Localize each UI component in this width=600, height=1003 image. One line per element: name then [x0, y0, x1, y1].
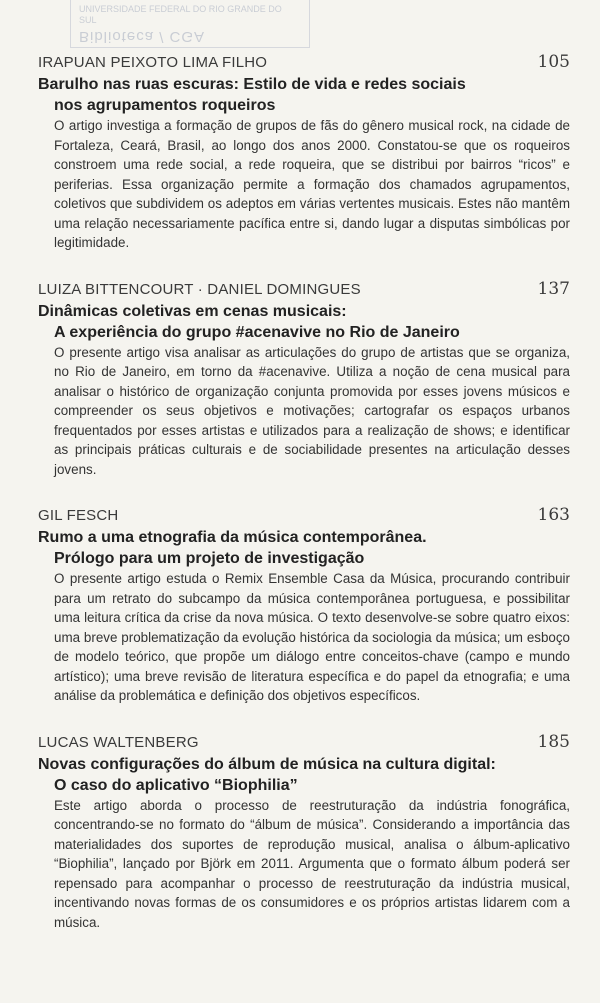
entry-subtitle: nos agrupamentos roqueiros	[54, 97, 276, 114]
entry-author: LUCAS WALTENBERG	[38, 733, 199, 751]
entry-title: Rumo a uma etnografia da música contemporânea.	[38, 529, 427, 546]
entry-subtitle: A experiência do grupo #acenavive no Rio de Janeiro	[54, 323, 460, 341]
library-stamp	[70, 0, 310, 48]
entry-subtitle: O caso do aplicativo “Biophilia”	[54, 776, 298, 794]
entry-page-number: 185	[537, 731, 570, 752]
entry-title: Novas configurações do álbum de música na cultura digital:	[38, 755, 496, 773]
entry-abstract: O artigo investiga a formação de grupos de fãs do gênero musical rock, na cidade de Fortaleza, Ceará, Brasil, ao longo dos anos 2000. Constatou-se que os roqueiros constroem uma rede social, a rede roqueira, que se distribui por bairros “ricos” e periferias. Essa organização permite a formação dos chamados agrupamentos, coletivos que subdividem os adeptos em várias vertentes musicais. Estes não mantêm uma relação necessariamente pacífica entre si, dando lugar a disputas simbólicas por legitimidade.	[54, 118, 570, 250]
entry-subtitle: Prólogo para um projeto de investigação	[54, 550, 365, 567]
entry-header	[38, 52, 570, 74]
entry-author: GIL FESCH	[38, 507, 119, 524]
toc-entry	[38, 279, 570, 480]
toc-entry	[38, 732, 570, 933]
entry-page-number: 137	[537, 278, 570, 299]
entry-header	[38, 279, 570, 301]
entry-page-number: 163	[537, 505, 570, 525]
toc-entry	[38, 505, 570, 706]
toc-entry	[38, 52, 570, 253]
entry-abstract: O presente artigo estuda o Remix Ensemble Casa da Música, procurando contribuir para um retrato do subcampo da música contemporânea portuguesa, e possibilitar uma leitura crítica da crise da nova música. O texto desenvolve-se sobre quatro eixos: uma breve problematização da evolução histórica da sociologia da música; um esboço de modelo teórico, que propõe um diálogo entre conceitos-chave (campo e mundo artístico); uma breve revisão de literatura específica e do papel da etnografia; e uma análise da problemática e definição dos objetivos específicos.	[54, 571, 570, 703]
entry-abstract: Este artigo aborda o processo de reestruturação da indústria fonográfica, concentrando-se no formato do “álbum de música”. Considerando a importância das materialidades dos suportes de reprodução musical, analisa o álbum-aplicativo “Biophilia”, lançado por Björk em 2011. Argumenta que o formato álbum poderá ser repensado para acompanhar o processo de reestruturação da indústria musical, incentivando novas formas de os consumidores e os próprios artistas lidarem com a música.	[54, 797, 570, 930]
entry-author: IRAPUAN PEIXOTO LIMA FILHO	[38, 54, 268, 71]
entry-abstract: O presente artigo visa analisar as articulações do grupo de artistas que se organiza, no Rio de Janeiro, em torno da #acenavive. Utiliza a noção de cena musical para analisar o histórico de organização conjunta promovida por esses jovens músicos e compreender os seus objetivos e motivações; cartografar os espaços urbanos frequentados por esses artistas e utilizados para a realização de shows; e identificar as principais práticas culturais e de sociabilidade presentes na articulação desses jovens.	[54, 344, 570, 477]
stamp-text: UNIVERSIDADE FEDERAL DO RIO GRANDE DO SUL	[79, 4, 282, 25]
table-of-contents	[38, 52, 570, 958]
entry-author: LUIZA BITTENCOURT · DANIEL DOMINGUES	[38, 280, 361, 298]
entry-page-number: 105	[537, 52, 570, 72]
entry-title: Barulho nas ruas escuras: Estilo de vida e redes sociais	[38, 76, 466, 93]
stamp-library-name: Biblioteca / CGA	[79, 28, 206, 45]
entry-header	[38, 505, 570, 527]
entry-header	[38, 732, 570, 754]
entry-title: Dinâmicas coletivas em cenas musicais:	[38, 302, 347, 320]
